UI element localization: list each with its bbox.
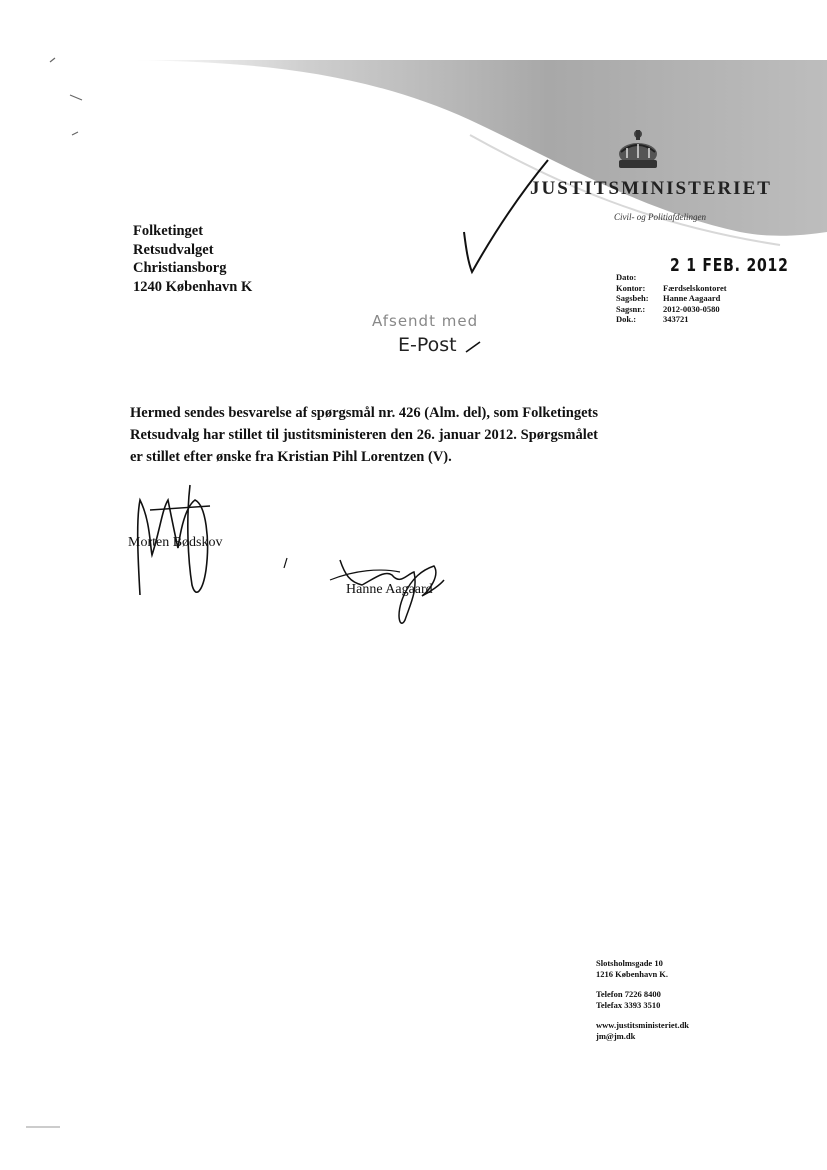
footer-fax: Telefax 3393 3510: [596, 1000, 661, 1010]
department-name: Civil- og Politiafdelingen: [614, 212, 706, 222]
letter-body: Hermed sendes besvarelse af spørgsmål nr. 426 (Alm. del), som Folketingets Retsudvalg har stillet til justitsministeren den 26. januar 2012. Spørgsmålet er stillet efter ønske fra Kristian Pihl Lorentzen (V).: [130, 405, 598, 465]
tick-mark: [466, 342, 480, 352]
footer-address-street: Slotsholmsgade 10: [596, 958, 663, 968]
crown-icon: [615, 128, 661, 172]
meta-label: Sagsnr.:: [616, 303, 646, 314]
case-metadata: [616, 272, 727, 325]
footer-email-link[interactable]: jm@jm.dk: [596, 1031, 636, 1041]
recipient-line: Christiansborg: [133, 260, 227, 276]
meta-row-sagsnr: [616, 304, 727, 315]
meta-label: Kontor:: [616, 282, 646, 293]
signatory-name-minister: Morten Bødskov: [128, 535, 223, 550]
recipient-line: Retsudvalget: [133, 241, 214, 258]
footer-website-link[interactable]: www.justitsministeriet.dk: [596, 1020, 690, 1030]
footer-phone: Telefon 7226 8400: [596, 989, 661, 999]
recipient-address: [133, 222, 252, 296]
letterhead-wave-band: [0, 0, 827, 280]
sent-stamp-method: E-Post: [398, 334, 457, 356]
meta-label: Sagsbeh:: [616, 293, 649, 303]
meta-value: 343721: [663, 314, 689, 324]
recipient-line: 1240 København K: [133, 278, 253, 295]
footer-address-city: 1216 København K.: [596, 969, 669, 979]
ministry-name: JUSTITSMINISTERIET: [530, 178, 772, 199]
meta-value: Hanne Aagaard: [663, 293, 721, 303]
meta-row-dato: [616, 272, 727, 283]
sent-stamp-label: Afsendt med: [372, 312, 479, 330]
signatory-name-officer: Hanne Aagaard: [346, 582, 433, 597]
meta-row-kontor: [616, 283, 727, 294]
meta-row-dok: [616, 314, 727, 325]
footer-contact: [596, 958, 689, 1042]
meta-label: Dato:: [616, 272, 637, 282]
meta-row-sagsbeh: [616, 293, 727, 304]
meta-value: Færdselskontoret: [663, 282, 727, 293]
recipient-line: Folketinget: [133, 223, 204, 239]
meta-value: 2012-0030-0580: [663, 303, 720, 314]
meta-label: Dok.:: [616, 314, 637, 324]
date-stamp: 2 1 FEB. 2012: [670, 255, 789, 276]
